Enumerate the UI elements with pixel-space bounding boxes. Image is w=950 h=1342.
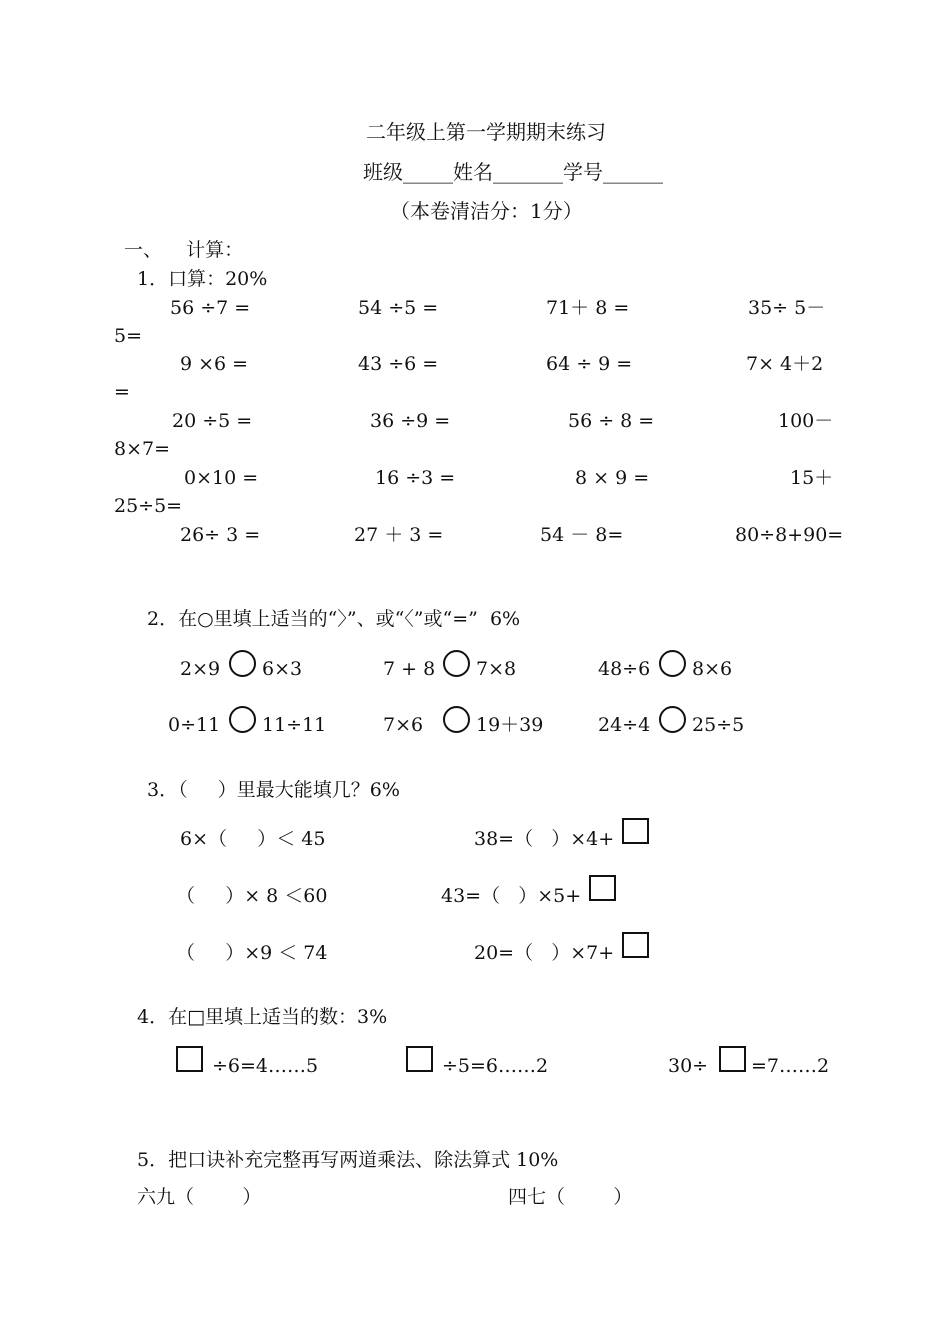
compare-circle[interactable] (229, 706, 256, 733)
compare-left: 2×9 (180, 658, 221, 680)
compare-left: 7 + 8 (383, 658, 436, 680)
section-heading: 一、 计算： (124, 239, 244, 261)
student-info-line: 班级_____姓名_______学号______ (363, 160, 663, 184)
calc-item: 43 ÷6 = (358, 353, 439, 375)
compare-left: 48÷6 (598, 658, 651, 680)
question-label: 5．把口诀补充完整再写两道乘法、除法算式 10% (137, 1149, 559, 1171)
max-fill-item: 6×（ ）＜ 45 (180, 828, 326, 850)
calc-item: 36 ÷9 = (370, 410, 451, 432)
question-label: 4．在□里填上适当的数：3% (137, 1006, 388, 1028)
calc-item: 54 ÷5 = (358, 297, 439, 319)
rhyme-item: 六九（ ） (137, 1186, 262, 1208)
compare-left: 24÷4 (598, 714, 651, 736)
calc-item: 71＋ 8 = (546, 297, 630, 319)
calc-item: 7× 4＋2 (746, 353, 824, 375)
calc-item-wrap: 25÷5= (114, 495, 183, 517)
calc-item: 56 ÷ 8 = (568, 410, 655, 432)
calc-item: 100－ (778, 410, 834, 432)
cleanliness-score: （本卷清洁分：1分） (390, 199, 583, 223)
compare-right: 11÷11 (262, 714, 327, 736)
answer-box[interactable] (589, 875, 616, 901)
compare-circle[interactable] (229, 650, 256, 677)
compare-circle[interactable] (443, 706, 470, 733)
calc-item: 0×10 = (184, 467, 259, 489)
compare-circle[interactable] (659, 706, 686, 733)
calc-item: 20 ÷5 = (172, 410, 253, 432)
calc-item: 26÷ 3 = (180, 524, 261, 546)
answer-box[interactable] (406, 1046, 433, 1072)
calc-item: 27 ＋ 3 = (354, 524, 444, 546)
division-item: ÷6=4……5 (212, 1055, 319, 1077)
compare-circle[interactable] (443, 650, 470, 677)
question-label: 1．口算：20% (137, 268, 268, 290)
max-fill-item: （ ）× 8 ＜60 (176, 885, 328, 907)
calc-item: 80÷8+90= (735, 524, 844, 546)
calc-item-wrap: = (114, 381, 130, 403)
compare-right: 8×6 (692, 658, 733, 680)
compare-right: 25÷5 (692, 714, 745, 736)
calc-item: 15＋ (790, 467, 834, 489)
calc-item-wrap: 8×7= (114, 438, 171, 460)
division-item: ÷5=6……2 (442, 1055, 549, 1077)
question-label: 2．在○里填上适当的“〉”、或“〈”或“=” 6% (147, 608, 521, 630)
compare-left: 7×6 (383, 714, 424, 736)
max-fill-item: 38=（ ）×4+ (474, 828, 615, 850)
compare-circle[interactable] (659, 650, 686, 677)
calc-item: 8 × 9 = (575, 467, 650, 489)
calc-item: 16 ÷3 = (375, 467, 456, 489)
calc-item: 64 ÷ 9 = (546, 353, 633, 375)
answer-box[interactable] (622, 818, 649, 844)
page-title: 二年级上第一学期期末练习 (366, 120, 606, 144)
calc-item: 35÷ 5－ (748, 297, 826, 319)
division-item: 30÷ (668, 1055, 709, 1077)
rhyme-item: 四七（ ） (508, 1186, 633, 1208)
max-fill-item: 43=（ ）×5+ (441, 885, 582, 907)
answer-box[interactable] (719, 1046, 746, 1072)
answer-box[interactable] (622, 932, 649, 958)
max-fill-item: （ ）×9 ＜ 74 (176, 942, 328, 964)
calc-item-wrap: 5= (114, 325, 143, 347)
calc-item: 56 ÷7 = (170, 297, 251, 319)
question-label: 3．（ ）里最大能填几？6% (147, 779, 400, 801)
division-item: =7……2 (751, 1055, 830, 1077)
compare-right: 6×3 (262, 658, 303, 680)
compare-left: 0÷11 (168, 714, 221, 736)
answer-box[interactable] (176, 1046, 203, 1072)
max-fill-item: 20=（ ）×7+ (474, 942, 615, 964)
compare-right: 19＋39 (476, 714, 544, 736)
calc-item: 54 － 8= (540, 524, 624, 546)
compare-right: 7×8 (476, 658, 517, 680)
calc-item: 9 ×6 = (180, 353, 249, 375)
